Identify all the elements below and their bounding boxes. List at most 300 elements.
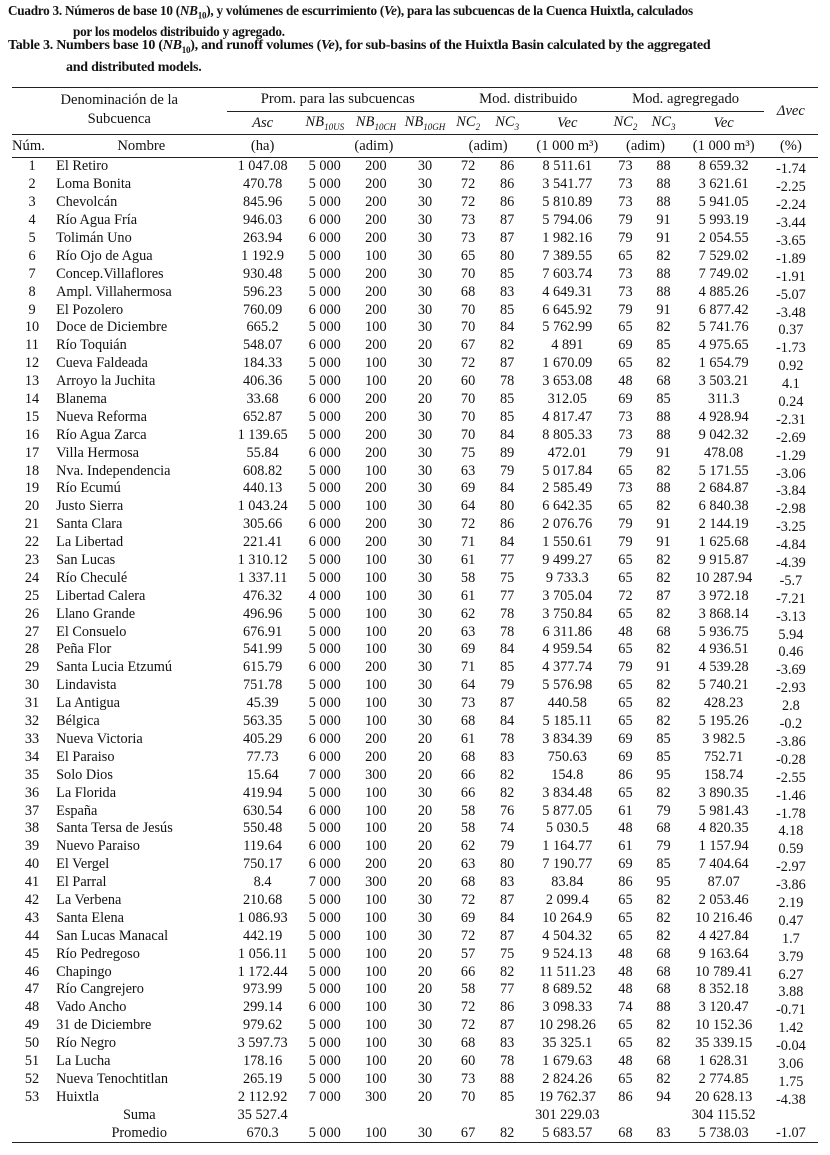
cell-dist-nc3: 78 [500,1052,515,1069]
cell-delta-vec [764,766,818,784]
cell-delta-vec [764,1017,818,1035]
caption-es-text: ), para las subcuencas de la Cuenca Huixtla, calculados [396,3,693,18]
cell-dist-nc3: 78 [500,730,515,747]
cell-name: Nueva Reforma [56,408,147,425]
promedio-nb10ch: 100 [365,1124,387,1141]
cell-nb10us: 7 000 [308,1088,341,1105]
cell-agr-nc2: 86 [618,874,633,891]
table-row [12,355,818,373]
caption-en-text: Table 3. Numbers base 10 ( [8,38,163,53]
cell-nb10gh: 20 [417,981,433,998]
cell-dist-nc2: 71 [460,534,476,551]
cell-asc: 406.36 [242,373,283,390]
cell-dist-vec: 4 504.32 [542,927,593,944]
cell-delta-vec [764,337,818,355]
cell-num: 27 [24,623,40,640]
cell-nb10gh: 30 [417,176,433,193]
cell-agr-nc3: 82 [656,695,671,712]
cell-nb10gh: 20 [417,963,433,980]
cell-dist-nc2: 64 [460,498,476,515]
delta-vec-value: -3.86 [775,877,806,894]
cell-name: El Pozolero [56,301,124,318]
cell-agr-nc2: 65 [618,605,633,622]
cell-dist-nc3: 78 [500,373,515,390]
table-row [12,230,818,248]
cell-asc: 750.17 [242,856,283,873]
table-row [12,587,818,605]
cell-dist-nc2: 68 [460,1035,476,1052]
cell-asc: 1 086.93 [237,909,288,926]
cell-nb10us: 7 000 [308,874,341,891]
cell-asc: 2 112.92 [237,1088,288,1105]
cell-delta-vec [764,265,818,283]
header-denominacion [12,88,227,135]
cell-nb10us: 5 000 [308,355,341,372]
header-distribuido-group: Mod. distribuido [449,88,607,112]
cell-dist-vec: 4 649.31 [542,283,593,300]
cell-agr-nc2: 65 [618,909,633,926]
delta-vec-value: -1.78 [775,805,806,822]
cell-agr-vec: 87.07 [707,874,740,891]
cell-delta-vec [764,498,818,516]
cell-nb10us: 5 000 [308,981,341,998]
cell-dist-nc2: 67 [460,337,476,354]
promedio-nb10us: 5 000 [308,1124,341,1141]
header-nombre: Nombre [117,137,166,154]
delta-vec-value: -2.31 [775,411,806,428]
delta-vec-value: -4.84 [775,537,806,554]
cell-agr-nc3: 95 [656,766,671,783]
cell-num: 50 [24,1035,40,1052]
data-table [12,87,818,1143]
cell-nb10gh: 20 [417,820,433,837]
cell-dist-vec: 3 705.04 [542,587,593,604]
cell-name: Nva. Independencia [56,462,171,479]
cell-delta-vec [764,587,818,605]
cell-agr-nc2: 65 [618,569,633,586]
cell-num: 42 [24,891,40,908]
cell-agr-nc3: 82 [656,605,671,622]
cell-nb10gh: 20 [417,391,433,408]
cell-dist-nc3: 87 [500,355,515,372]
cell-agr-vec: 10 789.41 [695,963,753,980]
cell-asc: 930.48 [242,265,283,282]
cell-num: 21 [24,516,40,533]
cell-delta-vec [764,569,818,587]
cell-asc: 33.68 [246,391,279,408]
cell-nb10ch: 100 [365,891,387,908]
cell-asc: 946.03 [242,212,283,229]
table-row [12,963,818,981]
cell-agr-nc3: 82 [656,677,671,694]
cell-num: 34 [24,748,40,765]
caption-en-line2: and distributed models. [66,59,202,75]
cell-nb10ch: 100 [365,623,387,640]
cell-num: 1 [28,158,36,175]
cell-nb10gh: 30 [417,212,433,229]
cell-dist-nc2: 69 [460,641,476,658]
cell-delta-vec [764,659,818,677]
cell-nb10gh: 30 [417,927,433,944]
cell-delta-vec [764,1070,818,1088]
cell-agr-nc3: 82 [656,569,671,586]
cell-dist-nc3: 86 [500,999,515,1016]
cell-name: El Paraiso [56,748,115,765]
cell-num: 29 [24,659,40,676]
delta-vec-value: -3.44 [775,215,806,232]
cell-delta-vec [764,856,818,874]
cell-nb10gh: 30 [417,265,433,282]
cell-name: 31 de Diciembre [56,1017,152,1034]
cell-dist-vec: 6 642.35 [542,498,593,515]
cell-nb10us: 5 000 [308,498,341,515]
cell-dist-vec: 7 603.74 [542,265,593,282]
cell-nb10gh: 30 [417,283,433,300]
cell-agr-nc3: 68 [656,1052,671,1069]
cell-delta-vec [764,802,818,820]
table-row [12,1088,818,1106]
cell-nb10ch: 100 [365,1017,387,1034]
cell-num: 19 [24,480,40,497]
cell-agr-nc2: 79 [618,659,633,676]
delta-vec-value: -3.84 [775,483,806,500]
cell-dist-nc2: 61 [460,730,476,747]
cell-num: 28 [24,641,40,658]
cell-asc: 442.19 [242,927,283,944]
cell-dist-vec: 750.63 [547,748,587,765]
cell-nb10us: 6 000 [308,516,341,533]
promedio-agr-nc3: 83 [656,1124,671,1141]
cell-nb10us: 6 000 [308,748,341,765]
delta-vec-value: -1.74 [775,161,806,178]
cell-agr-nc2: 65 [618,713,633,730]
delta-vec-value: -3.48 [775,304,806,321]
table-row [12,265,818,283]
cell-agr-nc3: 82 [656,784,671,801]
cell-agr-vec: 2 054.55 [698,230,749,246]
cell-dist-nc2: 66 [460,784,476,801]
cell-dist-nc3: 79 [500,462,515,479]
cell-nb10ch: 100 [365,713,387,730]
cell-num: 44 [24,927,40,944]
cell-agr-nc2: 65 [618,677,633,694]
cell-dist-vec: 5 017.84 [542,462,593,479]
cell-dist-nc2: 73 [460,212,476,229]
cell-nb10ch: 100 [365,552,387,569]
cell-agr-vec: 5 195.26 [698,713,749,730]
delta-vec-value: -2.98 [775,501,806,518]
cell-agr-vec: 3 120.47 [698,999,749,1016]
table-row [12,856,818,874]
cell-asc: 210.68 [242,891,283,908]
cell-name: Río Cangrejero [56,981,144,998]
cell-dist-nc2: 72 [460,927,476,944]
cell-dist-vec: 1 670.09 [542,355,593,372]
cell-asc: 184.33 [242,355,283,372]
cell-agr-nc2: 65 [618,927,633,944]
cell-dist-vec: 4 959.54 [542,641,593,658]
cell-nb10us: 5 000 [308,945,341,962]
cell-nb10ch: 100 [365,820,387,837]
cell-dist-nc2: 63 [460,462,476,479]
cell-nb10us: 6 000 [308,212,341,229]
cell-nb10us: 5 000 [308,820,341,837]
nb-label: NB [404,114,424,131]
cell-agr-nc2: 65 [618,891,633,908]
cell-agr-nc3: 82 [656,462,671,479]
cell-agr-vec: 2 144.19 [698,516,749,533]
header-unit-adim: (adim) [354,137,394,154]
cell-agr-vec: 2 684.87 [698,480,749,497]
table-row [12,766,818,784]
cell-dist-nc2: 72 [460,158,476,175]
nb-symbol: NB [162,38,182,53]
cell-dist-nc3: 87 [500,927,515,944]
cell-asc: 751.78 [242,677,283,694]
delta-vec-value: -1.73 [775,340,806,357]
cell-dist-vec: 6 311.86 [542,623,593,640]
cell-agr-nc2: 72 [618,587,633,604]
cell-dist-nc2: 72 [460,194,476,211]
cell-nb10gh: 30 [417,677,433,694]
cell-dist-vec: 3 834.48 [542,784,593,801]
header-nb10us [299,112,351,135]
cell-delta-vec [764,391,818,409]
cell-dist-vec: 4 817.47 [542,408,593,425]
cell-nb10ch: 100 [365,569,387,586]
cell-agr-nc3: 85 [656,856,671,873]
cell-name: El Retiro [56,158,109,175]
cell-dist-nc2: 72 [460,891,476,908]
cell-name: El Consuelo [56,623,127,640]
cell-dist-nc3: 82 [500,784,515,801]
cell-delta-vec [764,945,818,963]
cell-dist-nc3: 84 [500,713,515,730]
cell-delta-vec [764,838,818,856]
cell-dist-vec: 4 377.74 [542,659,593,676]
delta-vec-value: -2.24 [775,197,806,214]
cell-name: Nueva Tenochtitlan [56,1070,168,1087]
cell-nb10ch: 100 [365,319,387,336]
cell-nb10ch: 200 [365,426,387,443]
delta-vec-value: 3.88 [778,984,804,1001]
cell-dist-nc2: 71 [460,659,476,676]
cell-num: 14 [24,391,40,408]
cell-num: 31 [24,695,40,712]
cell-nb10us: 5 000 [308,605,341,622]
cell-nb10us: 6 000 [308,856,341,873]
header-agregado-group: Mod. agregregado [607,88,763,112]
cell-dist-nc2: 72 [460,999,476,1016]
cell-agr-vec: 4 928.94 [698,408,749,425]
cell-delta-vec [764,605,818,623]
cell-nb10ch: 200 [365,516,387,533]
header-unit-vol-dist: (1 000 m³) [536,137,599,154]
delta-vec-value: 3.79 [778,948,804,965]
cell-agr-vec: 10 287.94 [695,569,753,586]
cell-name: Blanema [56,391,107,408]
cell-dist-nc3: 80 [500,856,515,873]
delta-vec-value: 0.92 [778,358,804,375]
header-unit-ha: (ha) [250,137,275,154]
header-num: Núm. [12,137,45,154]
cell-asc: 265.19 [242,1070,283,1087]
cell-name: Río Checulé [56,569,128,586]
cell-delta-vec [764,355,818,373]
cell-name: Río Agua Zarca [56,426,147,443]
cell-nb10ch: 100 [365,945,387,962]
cell-nb10us: 4 000 [308,587,341,604]
promedio-dist-vec: 5 683.57 [542,1124,593,1141]
cell-agr-nc3: 91 [656,534,671,551]
table-row [12,927,818,945]
cell-nb10us: 6 000 [308,301,341,318]
cell-asc: 3 597.73 [237,1035,288,1052]
cell-agr-vec: 1 628.31 [698,1052,749,1069]
cell-agr-vec: 752.71 [704,748,744,765]
cell-nb10us: 6 000 [308,534,341,551]
cell-dist-nc2: 70 [460,391,476,408]
cell-nb10gh: 20 [417,748,433,765]
cell-name: Río Toquián [56,337,127,354]
cell-agr-vec: 20 628.13 [695,1088,753,1105]
delta-vec-value: -5.7 [779,572,803,589]
cell-agr-nc2: 79 [618,301,633,318]
cell-nb10us: 5 000 [308,641,341,658]
cell-num: 33 [24,730,40,747]
cell-asc: 1 192.9 [241,247,285,264]
cell-nb10gh: 20 [417,766,433,783]
cell-name: San Lucas Manacal [56,927,169,944]
cell-dist-nc2: 58 [460,569,476,586]
cell-name: Nuevo Paraiso [56,838,140,855]
cell-asc: 676.91 [242,623,283,640]
cell-agr-vec: 5 741.76 [698,319,749,336]
table-row [12,892,818,910]
cell-num: 12 [24,355,40,372]
cell-nb10ch: 200 [365,230,387,246]
cell-nb10gh: 30 [417,1070,433,1087]
cell-nb10gh: 30 [417,408,433,425]
cell-dist-vec: 2 824.26 [542,1070,593,1087]
cell-dist-nc2: 70 [460,1088,476,1105]
cell-delta-vec [764,301,818,319]
cell-agr-vec: 5 941.05 [698,194,749,211]
cell-dist-nc3: 83 [500,1035,515,1052]
cell-dist-nc2: 70 [460,319,476,336]
cell-name: Río Agua Fría [56,212,138,229]
cell-nb10gh: 30 [417,569,433,586]
cell-dist-vec: 19 762.37 [538,1088,596,1105]
delta-vec-value: -1.46 [775,787,806,804]
suma-label: Suma [122,1106,156,1123]
cell-dist-vec: 6 645.92 [542,301,593,318]
cell-dist-nc2: 63 [460,856,476,873]
header-unit-adim-agr: (adim) [626,137,665,154]
table-row [12,247,818,265]
cell-dist-nc2: 72 [460,516,476,533]
cell-dist-nc3: 77 [500,587,515,604]
delta-vec-value: -4.38 [775,1091,806,1108]
cell-dist-nc3: 84 [500,534,515,551]
cell-dist-nc2: 70 [460,426,476,443]
cell-nb10gh: 30 [417,247,433,264]
cell-dist-vec: 5 185.11 [542,713,593,730]
cell-dist-vec: 1 164.77 [542,838,593,855]
table-row [12,462,818,480]
cell-agr-nc3: 82 [656,891,671,908]
header-nb10gh [401,112,449,135]
cell-name: Peña Flor [56,641,112,658]
table-row [12,480,818,498]
cell-agr-nc2: 48 [618,820,633,837]
table-row [12,784,818,802]
cell-agr-vec: 3 982.5 [702,730,746,747]
suma-asc: 35 527.4 [237,1106,288,1123]
cell-num: 13 [24,373,40,390]
cell-asc: 1 310.12 [237,552,288,569]
cell-dist-nc3: 85 [500,659,515,676]
cell-agr-nc3: 85 [656,391,671,408]
delta-vec-value: -4.39 [775,555,806,572]
delta-vec-value: 1.7 [781,930,800,947]
nc-sub: 3 [514,121,520,132]
cell-asc: 760.09 [242,301,283,318]
cell-nb10us: 6 000 [308,391,341,408]
cell-nb10gh: 20 [417,730,433,747]
cell-nb10gh: 30 [417,516,433,533]
delta-vec-value: 5.94 [778,626,804,643]
cell-name: Loma Bonita [56,176,132,193]
cell-dist-nc3: 85 [500,408,515,425]
cell-num: 47 [24,981,40,998]
table-row [12,820,818,838]
delta-vec-value: -2.69 [775,429,806,446]
cell-dist-nc3: 80 [500,247,515,264]
cell-asc: 1 172.44 [237,963,288,980]
cell-num: 53 [24,1088,40,1105]
cell-dist-vec: 3 750.84 [542,605,593,622]
cell-nb10gh: 30 [417,319,433,336]
cell-dist-nc2: 73 [460,230,476,246]
cell-agr-vec: 158.74 [704,766,744,783]
caption-es-line2: por los modelos distribuido y agregado. [73,23,285,39]
cell-name: Nueva Victoria [56,730,143,747]
cell-num: 2 [28,176,36,193]
cell-agr-nc2: 86 [618,1088,633,1105]
cell-dist-nc3: 80 [500,498,515,515]
header-agr-nc3 [643,112,683,135]
cell-dist-vec: 10 298.26 [538,1017,596,1034]
nc-label: NC [456,114,476,131]
cell-asc: 405.29 [242,730,283,747]
cell-asc: 263.94 [242,230,283,246]
cell-dist-nc3: 86 [500,158,515,175]
cell-nb10ch: 200 [365,534,387,551]
cell-agr-nc2: 69 [618,856,633,873]
cell-dist-nc3: 82 [500,766,515,783]
cell-delta-vec [764,623,818,641]
header-denominacion-line2: Subcuenca [87,111,151,127]
cell-agr-vec: 6 877.42 [698,301,749,318]
table-row [12,534,818,552]
cell-nb10ch: 100 [365,784,387,801]
cell-nb10gh: 30 [417,784,433,801]
cell-nb10ch: 100 [365,802,387,819]
cell-agr-nc3: 88 [656,408,671,425]
cell-delta-vec [764,534,818,552]
cell-nb10gh: 20 [417,337,433,354]
